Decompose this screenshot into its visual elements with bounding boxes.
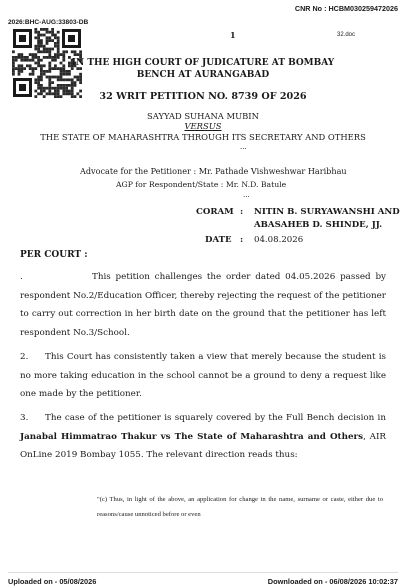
coram-label: CORAM [196, 207, 234, 217]
footer-divider [8, 572, 398, 573]
uploaded-date: Uploaded on - 05/08/2026 [8, 577, 97, 586]
respondent-advocate: AGP for Respondent/State : Mr. N.D. Batule [116, 180, 287, 189]
coram-judges-line2: ABASAHEB D. SHINDE, JJ. [254, 220, 383, 230]
quoted-direction: "(c) Thus, in light of the above, an application for change in the name, surname or caste, either due to reasons/cause unnoticed before or even [97, 496, 383, 518]
court-bench: BENCH AT AURANGABAD [136, 70, 270, 80]
paragraph-3-text: The case of the petitioner is squarely covered by the Full Bench decision in [45, 413, 386, 423]
downloaded-date: Downloaded on - 06/08/2026 10:02:37 [267, 577, 398, 586]
coram-judges-line1: NITIN B. SURYAWANSHI AND [254, 207, 400, 217]
paragraph-1 [20, 268, 386, 343]
petitioner-name: SAYYAD SUHANA MUBIN [147, 111, 259, 121]
paragraph-3 [20, 409, 386, 465]
date-label: DATE [205, 235, 232, 245]
paragraph-3-text-cont: , AIR OnLine 2019 Bombay 1055. The relevant direction reads thus: [20, 431, 386, 461]
document-reference: 32.doc [337, 32, 356, 38]
coram-colon: : [240, 207, 244, 217]
paragraph-1-text: This petition challenges the order dated 04.05.2026 passed by respondent No.2/Education Officer, thereby rejecting the request of the petitioner to carry out correction in her birth date on the ground that the petitioner has left respondent No.3/School. [20, 272, 386, 339]
versus-label: VERSUS [184, 121, 222, 131]
cnr-number: CNR No : HCBM030259472026 [294, 4, 398, 13]
paragraph-2-number: 2. [20, 352, 29, 362]
order-date: 04.08.2026 [254, 235, 304, 245]
paragraph-2-text: This Court has consistently taken a view that merely because the student is no more taking education in the school cannot be a ground to deny a request like one made by the petitioner. [20, 352, 386, 400]
date-colon: : [240, 235, 244, 245]
respondent-name: THE STATE OF MAHARASHTRA THROUGH ITS SECRETARY AND OTHERS [40, 132, 366, 142]
case-citation: Janabal Himmatrao Thakur vs The State of Maharashtra and Others [20, 431, 364, 442]
petitioner-advocate: Advocate for the Petitioner : Mr. Pathade Vishweshwar Haribhau [80, 166, 347, 176]
page-number: 1 [230, 30, 236, 40]
paragraph-3-number: 3. [20, 413, 29, 423]
party-separator: ... [240, 143, 247, 151]
document-id: 2026:BHC-AUG:33803-DB [8, 19, 89, 26]
advocate-separator: ... [243, 191, 250, 199]
petition-title: 32 WRIT PETITION NO. 8739 OF 2026 [99, 91, 307, 102]
court-name: IN THE HIGH COURT OF JUDICATURE AT BOMBAY [71, 58, 335, 68]
per-court-heading: PER COURT : [20, 250, 88, 260]
paragraph-2 [20, 348, 386, 404]
paragraph-1-number: . [20, 272, 23, 282]
